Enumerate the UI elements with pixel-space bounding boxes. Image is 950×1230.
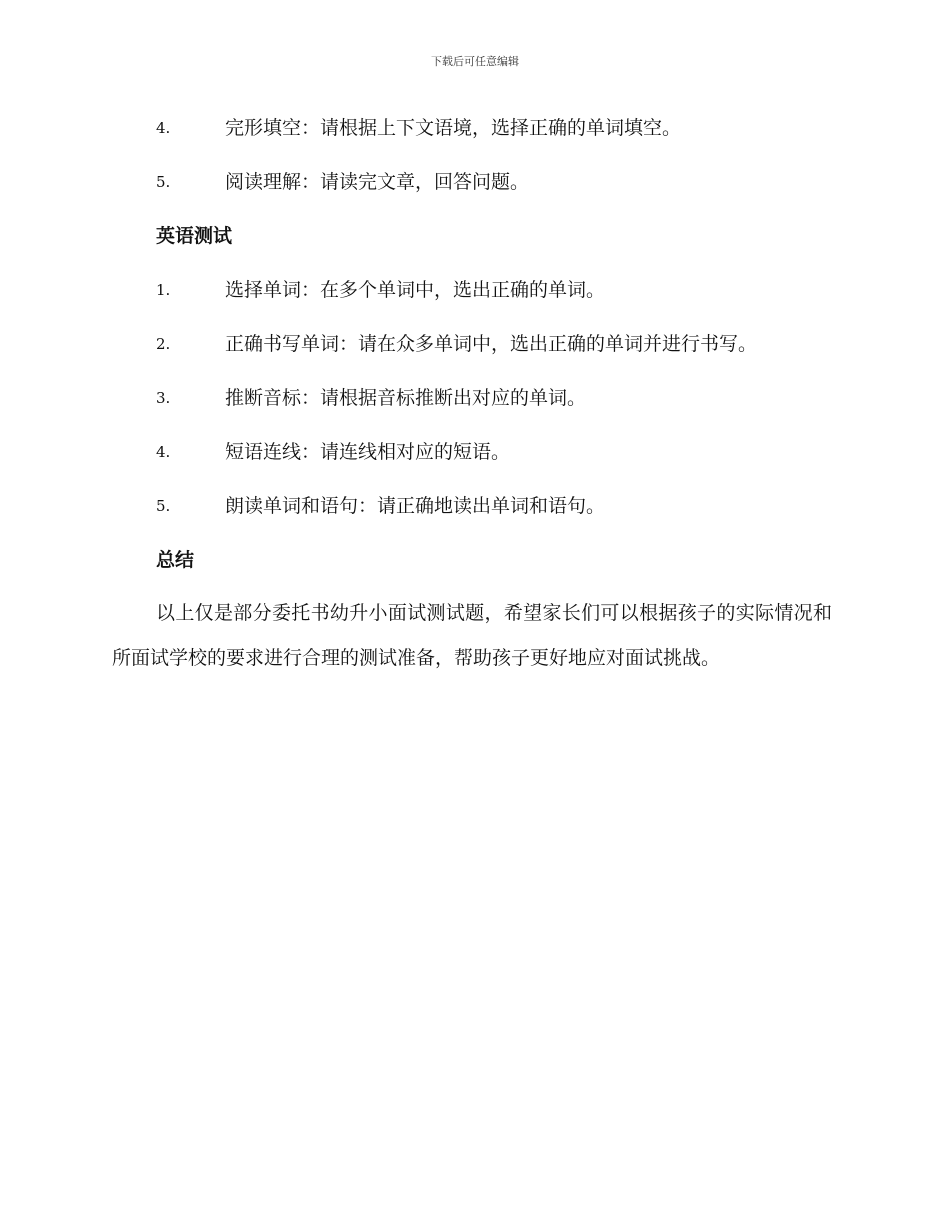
list-text: 短语连线：请连线相对应的短语。 xyxy=(225,441,511,463)
list-number: 5. xyxy=(156,173,171,191)
page-header: 下载后可任意编辑 xyxy=(431,55,519,68)
list-item xyxy=(112,110,832,164)
list-text: 完形填空：请根据上下文语境，选择正确的单词填空。 xyxy=(225,117,682,139)
list-number: 3. xyxy=(156,389,171,407)
list-item xyxy=(112,380,832,434)
list-item xyxy=(112,326,832,380)
list-text: 选择单词：在多个单词中，选出正确的单词。 xyxy=(225,279,606,301)
section-title-summary: 总结 xyxy=(156,549,195,571)
list-number: 4. xyxy=(156,443,171,461)
list-number: 2. xyxy=(156,335,171,353)
list-number: 4. xyxy=(156,119,171,137)
list-item xyxy=(112,434,832,488)
list-item xyxy=(112,488,832,542)
list-item xyxy=(112,164,832,218)
document-body xyxy=(112,110,832,681)
list-text: 正确书写单词：请在众多单词中，选出正确的单词并进行书写。 xyxy=(225,333,758,355)
list-text: 推断音标：请根据音标推断出对应的单词。 xyxy=(225,387,587,409)
list-text: 朗读单词和语句：请正确地读出单词和语句。 xyxy=(225,495,606,517)
summary-paragraph: 以上仅是部分委托书幼升小面试测试题，希望家长们可以根据孩子的实际情况和所面试学校的要求进行合理的测试准备，帮助孩子更好地应对面试挑战。 xyxy=(112,602,832,669)
list-text: 阅读理解：请读完文章，回答问题。 xyxy=(225,171,530,193)
list-number: 5. xyxy=(156,497,171,515)
list-number: 1. xyxy=(156,281,171,299)
section-title-english: 英语测试 xyxy=(156,225,233,247)
list-item xyxy=(112,272,832,326)
